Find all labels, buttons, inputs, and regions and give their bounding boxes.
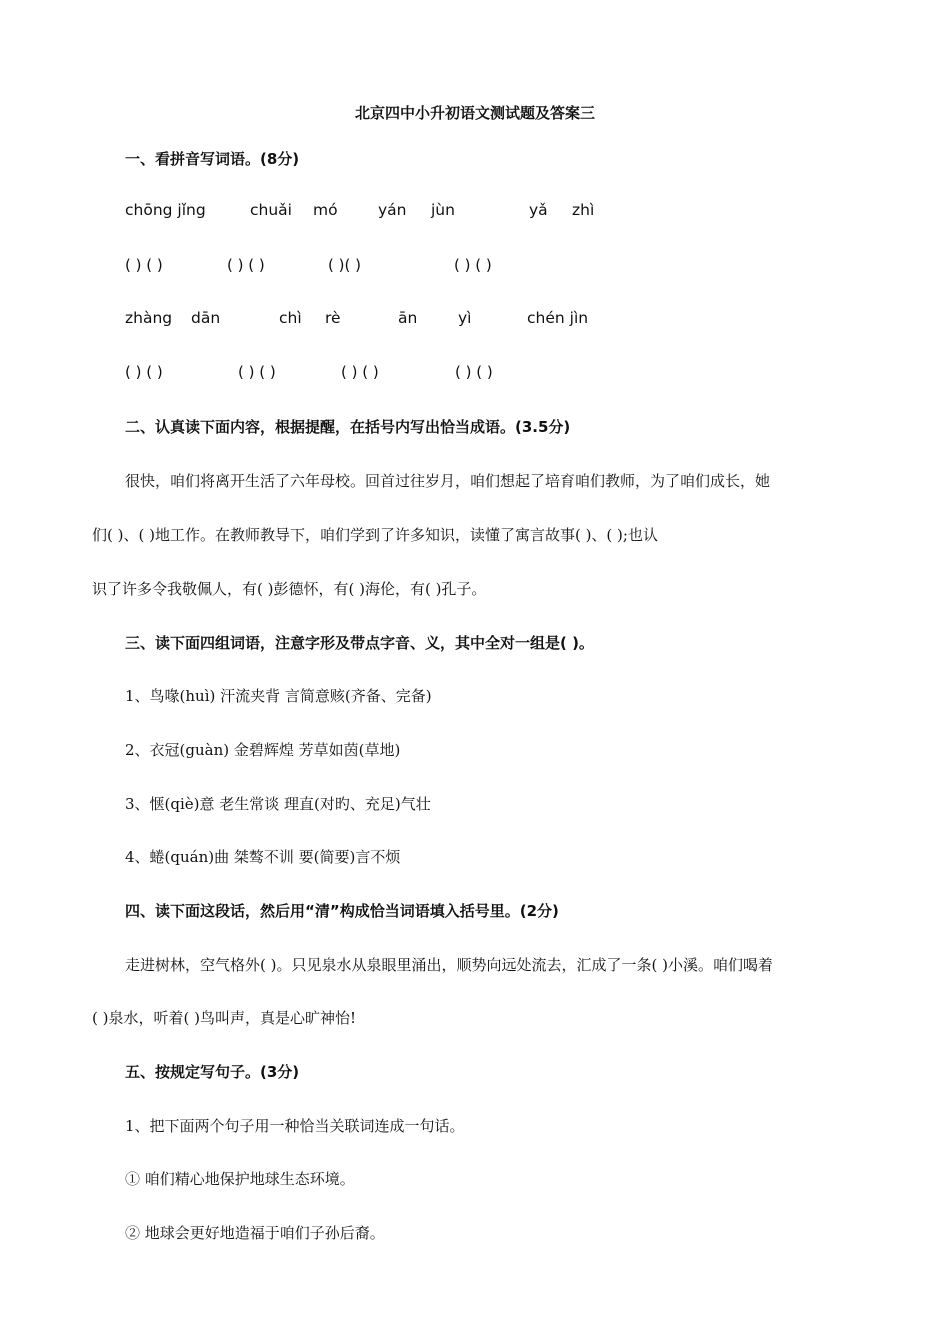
pinyin-word: yán	[378, 201, 407, 219]
answer-bracket: ( ) ( )	[125, 363, 163, 381]
pinyin-word: dān	[191, 309, 221, 327]
pinyin-word: chén jìn	[527, 309, 589, 327]
pinyin-word: chì	[279, 309, 302, 327]
answer-bracket: ( ) ( )	[227, 256, 265, 274]
pinyin-word: chōng jǐng	[125, 201, 206, 219]
pinyin-word: jùn	[431, 201, 455, 219]
option-item: 4、蜷(quán)曲 桀骜不训 要(简要)言不烦	[125, 848, 401, 866]
section-1-heading: 一、看拼音写词语。(8分)	[125, 150, 300, 168]
answer-brackets-row-2	[125, 363, 865, 383]
pinyin-word: zhàng	[125, 309, 173, 327]
option-item: 1、鸟喙(huì) 汗流夹背 言简意赅(齐备、完备)	[125, 687, 432, 705]
answer-bracket: ( ) ( )	[341, 363, 379, 381]
document-title: 北京四中小升初语文测试题及答案三	[354, 104, 595, 122]
option-item: 3、惬(qiè)意 老生常谈 理直(对旳、充足)气壮	[125, 795, 431, 813]
answer-bracket: ( ) ( )	[238, 363, 276, 381]
section-3-heading: 三、读下面四组词语，注意字形及带点字音、义，其中全对一组是( )。	[125, 634, 594, 652]
section-2-heading: 二、认真读下面内容，根据提醒，在括号内写出恰当成语。(3.5分)	[125, 418, 571, 436]
answer-bracket: ( ) ( )	[454, 256, 492, 274]
section-2-paragraph-line-3: 识了许多令我敬佩人，有( )彭德怀，有( )海伦，有( )孔子。	[92, 580, 487, 598]
answer-bracket: ( )( )	[328, 256, 361, 274]
section-5-heading: 五、按规定写句子。(3分)	[125, 1063, 300, 1081]
pinyin-row-1	[125, 201, 865, 221]
option-item: 2、衣冠(guàn) 金碧辉煌 芳草如茵(草地)	[125, 741, 401, 759]
sentence-2: ② 地球会更好地造福于咱们子孙后裔。	[125, 1224, 385, 1242]
sentence-1: ① 咱们精心地保护地球生态环境。	[125, 1170, 355, 1188]
pinyin-word: rè	[325, 309, 341, 327]
answer-bracket: ( ) ( )	[125, 256, 163, 274]
answer-brackets-row-1	[125, 256, 865, 276]
pinyin-word: yǎ	[529, 201, 548, 219]
section-2-paragraph-line-1: 很快，咱们将离开生活了六年母校。回首过往岁月，咱们想起了培育咱们教师，为了咱们成长，她	[125, 472, 771, 490]
pinyin-word: mó	[313, 201, 338, 219]
section-4-paragraph-line-2: ( )泉水，听着( )鸟叫声，真是心旷神怡!	[92, 1009, 356, 1027]
pinyin-word: ān	[398, 309, 418, 327]
pinyin-word: yì	[458, 309, 472, 327]
pinyin-word: chuǎi	[250, 201, 292, 219]
section-2-paragraph-line-2: 们( )、( )地工作。在教师教导下，咱们学到了许多知识，读懂了寓言故事( )、( );也认	[92, 526, 658, 544]
section-4-heading: 四、读下面这段话，然后用“清”构成恰当词语填入括号里。(2分)	[125, 902, 559, 920]
answer-bracket: ( ) ( )	[455, 363, 493, 381]
section-5-item-1: 1、把下面两个句子用一种恰当关联词连成一句话。	[125, 1117, 465, 1135]
pinyin-word: zhì	[572, 201, 595, 219]
pinyin-row-2	[125, 309, 865, 329]
section-4-paragraph-line-1: 走进树林，空气格外( )。只见泉水从泉眼里涌出，顺势向远处流去，汇成了一条( )小溪。咱们喝着	[125, 956, 773, 974]
